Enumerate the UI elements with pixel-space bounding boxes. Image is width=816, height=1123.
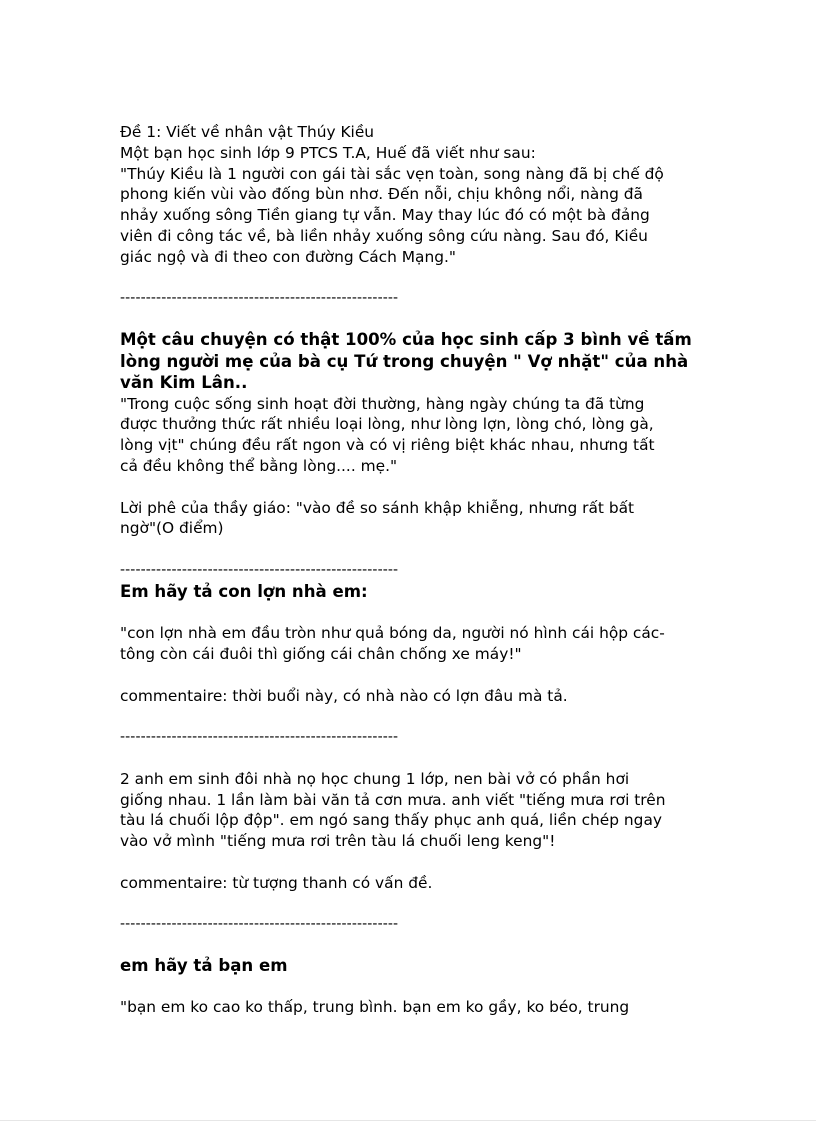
section-title: Đề 1: Viết về nhân vật Thúy Kiều (120, 123, 375, 141)
commentaire: commentaire: thời buổi này, có nhà nào có lợn đâu mà tả. (120, 686, 568, 705)
section-heading: em hãy tả bạn em (120, 956, 288, 976)
section-heading: Em hãy tả con lợn nhà em: (120, 581, 368, 601)
section-heading: Một câu chuyện có thật 100% của học sinh cấp 3 bình về tấm (120, 330, 692, 350)
quote-line: viên đi công tác về, bà liền nhảy xuống sông cứu nàng. Sau đó, Kiều (120, 226, 648, 245)
separator-line: ------------------------------------------------------ (120, 916, 399, 933)
quote-line: "Thúy Kiều là 1 người con gái tài sắc vẹn toàn, song nàng đã bị chế độ (120, 164, 664, 183)
quote-line: "Trong cuộc sống sinh hoạt đời thường, hàng ngày chúng ta đã từng (120, 394, 645, 413)
intro-line: Một bạn học sinh lớp 9 PTCS T.A, Huế đã viết như sau: (120, 143, 536, 162)
quote-line: lòng vịt" chúng đều rất ngon và có vị riêng biệt khác nhau, nhưng tất (120, 436, 655, 455)
quote-line: "con lợn nhà em đầu tròn như quả bóng da, người nó hình cái hộp các- (120, 624, 665, 643)
quote-line: tông còn cái đuôi thì giống cái chân chống xe máy!" (120, 644, 522, 663)
section-vo-nhat (120, 329, 710, 539)
story-line: vào vở mình "tiếng mưa rơi trên tàu lá chuối leng keng"! (120, 832, 556, 851)
quote-line: nhảy xuống sông Tiền giang tự vẫn. May thay lúc đó có một bà đảng (120, 206, 650, 225)
quote-line: phong kiến vùi vào đống bùn nhơ. Đến nỗi, chịu không nổi, nàng đã (120, 185, 643, 204)
commentaire: commentaire: từ tượng thanh có vấn đề. (120, 873, 433, 892)
separator-line: ------------------------------------------------------ (120, 729, 399, 746)
quote-line: được thưởng thức rất nhiều loại lòng, như lòng lợn, lòng chó, lòng gà, (120, 415, 654, 434)
section-sinh-doi (120, 769, 710, 894)
separator-line: ------------------------------------------------------ (120, 562, 399, 579)
story-line: tàu lá chuối lộp độp". em ngó sang thấy phục anh quá, liền chép ngay (120, 811, 662, 830)
story-line: 2 anh em sinh đôi nhà nọ học chung 1 lớp, nen bài vở có phần hơi (120, 769, 630, 788)
quote-line: cả đều không thể bằng lòng.... mẹ." (120, 457, 398, 476)
separator-line: ------------------------------------------------------ (120, 290, 399, 307)
quote-line: giác ngộ và đi theo con đường Cách Mạng." (120, 247, 456, 266)
section-heading: lòng người mẹ của bà cụ Tứ trong chuyện " Vợ nhặt" của nhà (120, 351, 689, 371)
document-page (120, 122, 710, 1018)
section-heading: văn Kim Lân.. (120, 373, 248, 393)
page-edge-divider (0, 1120, 816, 1121)
story-line: giống nhau. 1 lần làm bài văn tả cơn mưa. anh viết "tiếng mưa rơi trên (120, 790, 666, 809)
section-thuy-kieu (120, 122, 710, 268)
story-line: "bạn em ko cao ko thấp, trung bình. bạn em ko gầy, ko béo, trung (120, 998, 630, 1017)
section-ban-em (120, 955, 710, 1018)
section-con-lon (120, 581, 710, 706)
teacher-comment: Lời phê của thầy giáo: "vào đề so sánh khập khiễng, nhưng rất bất (120, 498, 635, 517)
teacher-comment: ngờ"(O điểm) (120, 519, 224, 538)
